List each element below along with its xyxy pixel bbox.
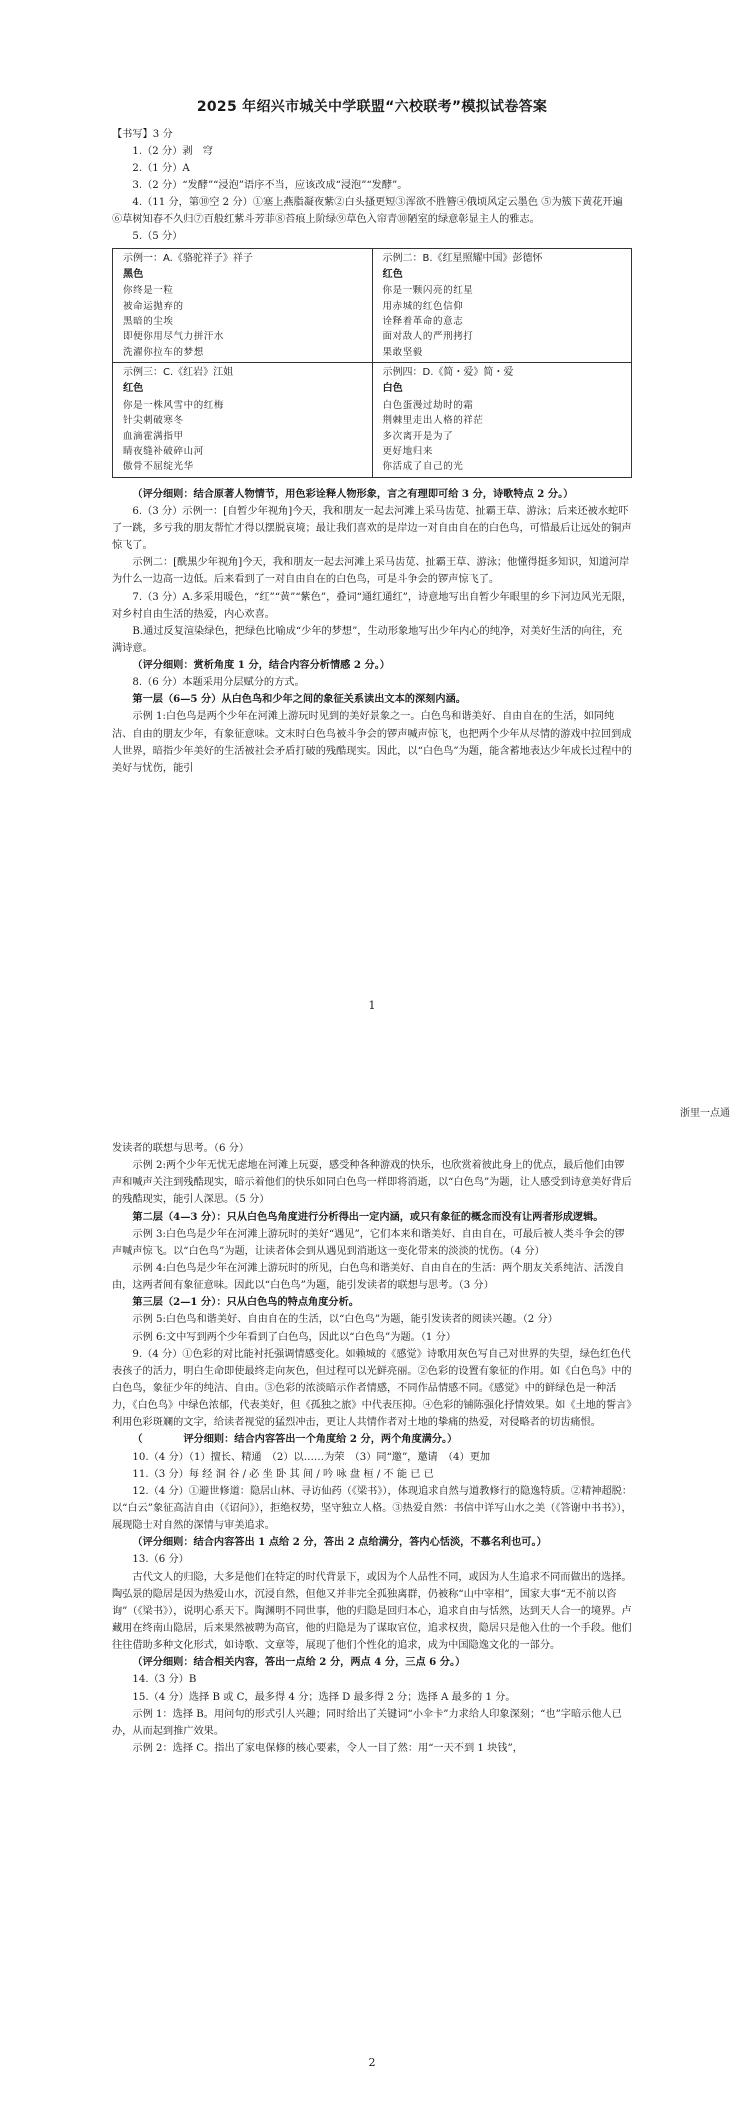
poem-line: 你活成了自己的光: [382, 461, 464, 473]
poem-line: 诠释着革命的意志: [382, 315, 464, 327]
poem-line: 傲骨不屈绽光华: [123, 461, 194, 473]
scoring-note: （ 评分细则：结合内容答出一个角度给 2 分，两个角度满分。）: [132, 1433, 458, 1446]
poem-line: 被命运抛弃的: [123, 300, 184, 312]
layer-heading: 第三层（2—1 分）：只从白色鸟的特点角度分析。: [132, 1296, 359, 1309]
answer-13-text: 古代文人的归隐，大多是他们在特定的时代背景下，或因为个人品性不同，或因为人生追求不同而做出的选择。陶弘景的隐居是因为热爱山水，沉浸自然，但他又并非完全孤独离群，仍被称“山中宰相”，国家大事“无不前以咨询”（《梁书》），说明心系天下。陶渊明不同世事，他的归隐是回归本心，追求自由与恬然，达到天人合一的境界。卢藏用在终南山隐居，后来果然被聘为高官，他的归隐是为了谋取官位，追求权贵，隐居只是他入仕的一个手段。他们往往借助多种文化形式，如诗歌、文章等，展现了他们个性化的追求，成为中国隐逸文化的一部分。: [112, 1571, 632, 1652]
answer-9: 9.（4 分）①色彩的对比能衬托强调情感变化。如赖城的《感觉》诗歌用灰色写自己对世界的失望，绿色红色代表孩子的活力，明白生命即使最终走向灰色，但过程可以光鲜亮丽。②色彩的设置有象征的作用。如《白色鸟》中的白色鸟，象征少年的纯洁、自由。③色彩的浓淡暗示作者情感，不同作品情感不同。《感觉》中的鲜绿色是一种活力，《白色鸟》中绿色浓郁，代表美好，但《孤独之旅》中代表压抑。④色彩的铺陈强化抒情效果。如《土地的誓言》利用色彩斑斓的文字，给读者视觉的猛烈冲击，更让人共情作者对土地的挚痛的热爱，对侵略者的切齿痛恨。: [112, 1348, 632, 1429]
poem-line: 你终是一粒: [123, 285, 174, 297]
answer-3: 3.（2 分）“发酵”“浸泡”语序不当，应该改成“浸泡”“发酵”。: [132, 179, 408, 191]
poem-heading: 示例一：A.《骆驼祥子》祥子: [123, 252, 253, 264]
poem-line: 荆棘里走出人格的祥茫: [382, 415, 484, 427]
poem-cell: [372, 363, 632, 478]
answer-5: 5.（5 分）: [132, 231, 183, 243]
page-2: [0, 1132, 744, 2104]
example-paragraph: 示例 1：选择 B。用问句的形式引人兴趣；同时给出了关键词“小伞卡”力求给人印象深刻；“也”字暗示他人已办，从而起到推广效果。: [112, 1708, 622, 1737]
table-row: [113, 363, 632, 478]
poem-line: 即便你用尽气力拼汗水: [123, 331, 225, 343]
answer-7b: B.通过反复渲染绿色，把绿色比喻成“少年的梦想”，生动形象地写出少年内心的纯净，对美好生活的向往，充满诗意。: [112, 625, 623, 654]
page-2-content: [112, 1140, 632, 1757]
poem-line: 用赤城的红色信仰: [382, 300, 464, 312]
document-title: 2025 年绍兴市城关中学联盟“六校联考”模拟试卷答案: [196, 99, 548, 115]
page-1-content: [112, 96, 632, 777]
example-paragraph: 示例 2：选择 C。指出了家电保修的核心要素，令人一目了然：用“一天不到 1 块钱”，: [132, 1742, 523, 1754]
poem-cell: [113, 248, 373, 363]
poem-line: 你是一株风雪中的红梅: [123, 399, 225, 411]
poem-line: 你是一颗闪亮的红星: [382, 285, 474, 297]
example-paragraph: 示例 6:文中写到两个少年看到了白色鸟，因此以“白色鸟”为题。（1 分）: [132, 1331, 457, 1343]
answer-11: 11.（3 分）每 经 洞 谷 / 必 坐 卧 其 间 / 吟 咏 盘 桓 / 不 能 已 已: [132, 1468, 434, 1480]
example-paragraph: 示例 3:白色鸟是少年在河滩上游玩时的美好“遇见”，它们本来和谐美好、自由自在，可最后被人类斗争会的锣声喊声惊飞。以“白色鸟”为题，让读者体会到从遇见到消逝这一变化带来的淡淡的忧伤。（4 分）: [112, 1228, 625, 1257]
poem-line: 白色蛋漫过劫时的霜: [382, 399, 474, 411]
answer-10: 10.（4 分）（1）擅长、精通 （2）以……为荣 （3）同“邀”，邀请 （4）更加: [132, 1451, 491, 1463]
page-number: 2: [368, 2056, 376, 2069]
watermark: 浙里一点通: [680, 1108, 730, 1119]
answer-15: 15.（4 分）选择 B 或 C，最多得 4 分；选择 D 最多得 2 分；选择 A 最多的 1 分。: [132, 1691, 516, 1703]
poem-heading: 示例三：C.《红岩》江姐: [123, 367, 234, 379]
layer-heading: 第二层（4—3 分）：只从白色鸟角度进行分析得出一定内涵，或只有象征的概念而没有让两者形成逻辑。: [132, 1210, 604, 1223]
poem-color: 红色: [382, 268, 403, 280]
table-row: [113, 248, 632, 363]
poem-heading: 示例四：D.《简・爱》简・爱: [382, 367, 514, 379]
poem-heading: 示例二：B.《红星照耀中国》彭德怀: [382, 252, 543, 264]
poem-examples-table: [112, 248, 632, 478]
poem-cell: [113, 363, 373, 478]
example-paragraph: 示例 5:白色鸟和谐美好、自由自在的生活，以“白色鸟”为题，能引发读者的阅读兴趣。（2 分）: [132, 1314, 558, 1326]
poem-line: 多次离开是为了: [382, 430, 454, 442]
example-paragraph: 示例 2:两个少年无忧无虑地在河滩上玩耍，感受种各种游戏的快乐，也欣赏着彼此身上的优点，最后他们由锣声和喊声关注到残酷现实，暗示着他们的快乐如同白色鸟一样即将消逝，以“白色鸟”为题，让人感受到诗意美好背后的残酷现实，能引人深思。（5 分）: [112, 1160, 632, 1206]
answer-6b: 示例二：[酰黑少年视角]今天，我和朋友一起去河滩上采马齿苋、扯霸王草、游泳；他懂得挺多知识，知道河岸为什么一边高一边低。后来看到了一对自由自在的白色鸟，可是斗争会的锣声惊飞了。: [112, 557, 630, 586]
answer-8: 8.（6 分）本题采用分层赋分的方式。: [132, 677, 305, 689]
poem-cell: [372, 248, 632, 363]
poem-line: 针尖刺破寒冬: [123, 415, 184, 427]
scoring-note: （评分细则：赏析角度 1 分，结合内容分析情感 2 分。）: [132, 659, 390, 672]
poem-line: 更好地归来: [382, 445, 434, 457]
poem-line: 睛夜缝补破碎山河: [123, 445, 204, 457]
answer-2: 2.（1 分）A: [132, 162, 190, 174]
poem-line: 血滴霍满指甲: [123, 430, 184, 442]
layer-heading: 第一层（6—5 分）从白色鸟和少年之间的象征关系读出文本的深刻内涵。: [132, 693, 466, 706]
answer-12: 12.（4 分）①避世修道：隐居山林、寻访仙药（《梁书》），体现追求自然与道教修行的隐逸特质。②精神超脱：以“白云”象征高洁自由（《诏问》），拒绝权势，坚守独立人格。③热爱自然：书信中详写山水之美（《答谢中书书》），展现隐士对自然的深情与审美追求。: [112, 1485, 633, 1532]
answer-7a: 7.（3 分）A.多采用暖色，“红”“黄”“紫色”，叠词“通红通红”，诗意地写出自暂少年眼里的乡下河边风光无限，对乡村自由生活的热爱，内心欢喜。: [112, 591, 632, 620]
page-number: 1: [368, 999, 376, 1012]
answer-13: 13.（6 分）: [132, 1554, 189, 1566]
poem-line: 黑暗的尘埃: [123, 315, 174, 327]
poem-color: 黑色: [123, 268, 144, 280]
poem-line: 果敢坚毅: [382, 346, 423, 358]
poem-color: 红色: [123, 383, 144, 395]
poem-color: 白色: [382, 383, 403, 395]
writing-score: 【书写】3 分: [112, 128, 173, 140]
answer-4: 4.（11 分，第⑩空 2 分）①塞上燕脂凝夜紫②白头搔更短③浑欲不胜簪④俄顷风定云墨色 ⑤为簇下黄花开遍⑥草树知春不久归⑦百般红紫斗芳菲⑧苔痕上阶绿⑨草色入帘青⑩陋室的绿意彰显主人的雅志。: [112, 197, 623, 226]
continued-text: 发读者的联想与思考。（6 分）: [112, 1143, 250, 1154]
scoring-note: （评分细则：结合原著人物情节，用色彩诠释人物形象，言之有理即可给 3 分，诗歌特点 2 分。）: [132, 487, 574, 500]
answer-6a: 6.（3 分）示例一：[自暂少年视角]今天，我和朋友一起去河滩上采马齿苋、扯霸王草、游泳；后来还被水蛇吓了一跳，多亏我的朋友帮忙才得以摆脱哀境；最让我们喜欢的是岸边一对自由自在的白色鸟，可惜最后让远处的铜声惊飞了。: [112, 505, 632, 552]
answer-14: 14.（3 分）B: [132, 1674, 197, 1686]
example-paragraph: 示例 1:白色鸟是两个少年在河滩上游玩时见到的美好景象之一。白色鸟和谐美好、自由自在的生活，如同纯洁、自由的朋友少年，有象征意味。文末时白色鸟被斗争会的锣声喊声惊飞，也把两个少年从尽情的游戏中拉回到成人世界，暗指少年美好的生活被社会矛盾打破的残酷现实。因此，以“白色鸟”为题，能含蓄地表达少年成长过程中的美好与忧伤，能引: [112, 711, 632, 774]
poem-line: 面对敌人的严刑拷打: [382, 331, 474, 343]
answer-1: 1.（2 分）剥 穹: [132, 145, 213, 157]
scoring-note: （评分细则：结合相关内容，答出一点给 2 分，两点 4 分，三点 6 分。）: [132, 1656, 466, 1669]
scoring-note: （评分细则：结合内容答出 1 点给 2 分，答出 2 点给满分，答内心恬淡，不慕名利也可。）: [132, 1536, 547, 1549]
example-paragraph: 示例 4:白色鸟是少年在河滩上游玩时的所见，白色鸟和谐美好、自由自在的生活：两个朋友关系纯洁、活泼自由，这两者间有象征意味。因此以“白色鸟”为题，能引发读者的联想与思考。（3 分）: [112, 1262, 625, 1292]
poem-line: 洗濯你拉车的梦想: [123, 346, 204, 358]
page-gap: [0, 1080, 744, 1132]
